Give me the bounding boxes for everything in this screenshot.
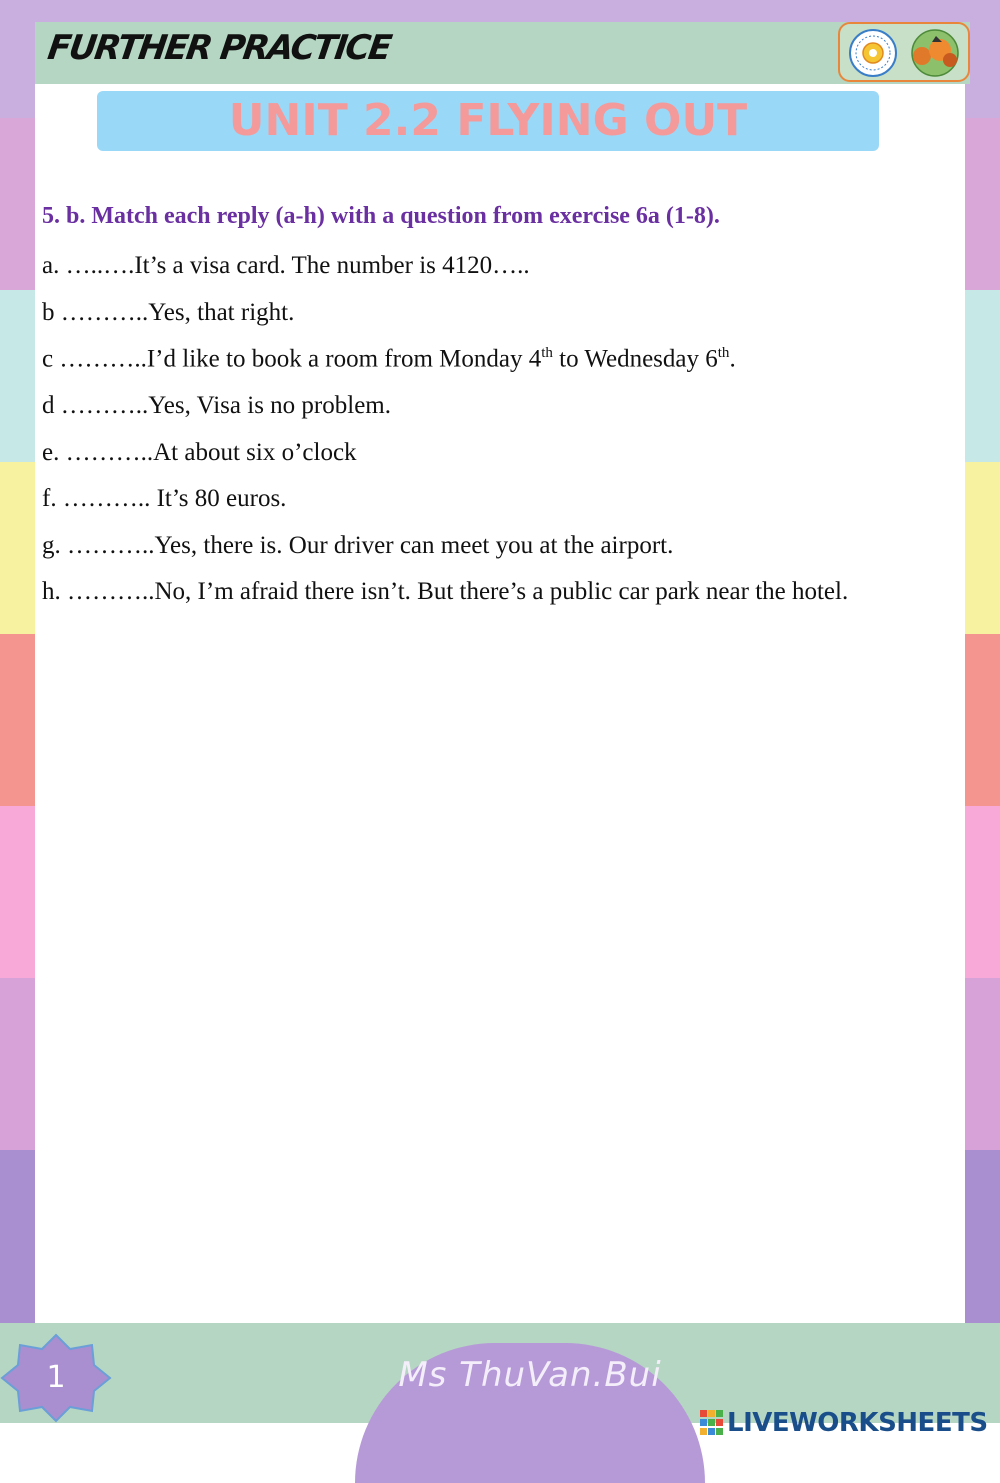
brand-text: LIVEWORKSHEETS (727, 1408, 988, 1438)
item-text: It’s 80 euros. (150, 485, 287, 512)
reply-item-d (42, 392, 391, 420)
item-label: h. (42, 578, 61, 605)
item-label: a. (42, 252, 60, 279)
answer-blank[interactable]: ……….. (60, 299, 149, 326)
item-label: e. (42, 439, 60, 466)
answer-blank[interactable]: ……….. (60, 392, 149, 419)
author-name: Ms ThuVan.Bui (398, 1355, 662, 1395)
item-text: Yes, there is. Our driver can meet you at the airport. (154, 532, 674, 559)
item-text: It’s a visa card. The number is 4120….. (134, 252, 530, 279)
item-label: f. (42, 485, 57, 512)
liveworksheets-logo-icon (700, 1410, 724, 1436)
reply-item-f (42, 485, 286, 513)
item-text: I’d like to book a room from Monday 4 (146, 345, 542, 373)
answer-blank[interactable]: ……….. (59, 345, 147, 373)
page-number: 1 (46, 1360, 66, 1395)
item-text: Yes, that right. (148, 299, 295, 326)
answer-blank[interactable]: ……….. (67, 578, 155, 605)
item-text-middle: to Wednesday 6 (552, 345, 718, 373)
exercise-instruction: 5. b. Match each reply (a-h) with a question from exercise 6a (1-8). (42, 203, 720, 229)
superscript-th: th (717, 345, 730, 361)
item-text: No, I’m afraid there isn’t. But there’s a public car park near the hotel. (154, 578, 849, 605)
item-text: Yes, Visa is no problem. (148, 392, 391, 419)
fruit-logo-icon (902, 28, 968, 78)
item-text-end: . (729, 345, 736, 373)
item-text: At about six o’clock (153, 439, 357, 466)
item-label: b (42, 299, 55, 326)
reply-item-a (42, 252, 530, 280)
header-title: FURTHER PRACTICE (45, 28, 393, 68)
answer-blank[interactable]: ……….. (67, 532, 155, 559)
answer-blank[interactable]: …..…. (65, 252, 135, 279)
reply-item-c (42, 345, 736, 373)
reply-item-e (42, 439, 357, 467)
item-label: c (42, 345, 54, 373)
school-seal-icon (845, 28, 901, 78)
answer-blank[interactable]: ……….. (65, 439, 154, 466)
item-label: g. (42, 532, 61, 559)
reply-item-g (42, 532, 673, 560)
item-label: d (42, 392, 55, 419)
superscript-th: th (541, 345, 553, 361)
answer-blank[interactable]: ……….. (62, 485, 151, 512)
reply-item-b (42, 299, 294, 327)
unit-title: UNIT 2.2 FLYING OUT (228, 95, 748, 146)
reply-item-h (42, 578, 848, 606)
liveworksheets-brand[interactable] (700, 1407, 988, 1439)
